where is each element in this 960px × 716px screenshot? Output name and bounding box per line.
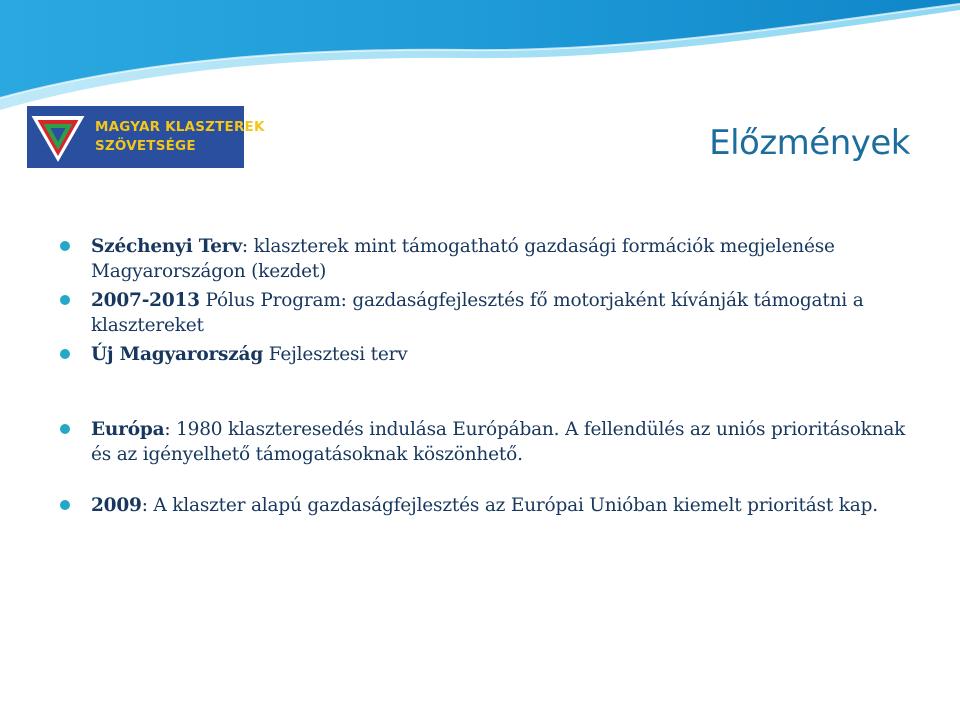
bullet-item [60, 288, 910, 338]
logo-text-line1: MAGYAR KLASZTEREK [95, 119, 265, 135]
bullet-bold: Új Magyarország [91, 344, 264, 365]
bullet-dot-icon [60, 500, 70, 510]
bullet-item [60, 417, 910, 467]
bullet-dot-icon [60, 241, 70, 251]
bullet-text: : A klaszter alapú gazdaságfejlesztés az Európai Unióban kiemelt prioritást kap. [141, 495, 878, 516]
logo-text-line2: SZÖVETSÉGE [95, 138, 196, 154]
bullet-bold: 2009 [91, 495, 142, 516]
bullet-bold: 2007-2013 [91, 290, 200, 311]
bullet-bold: Európa [91, 419, 165, 440]
bullet-text: : klaszterek mint támogatható gazdasági formációk megjelenése Magyarországon (kezdet) [91, 236, 835, 282]
header-wave-decoration [0, 0, 960, 120]
bullet-text: Fejlesztesi terv [263, 344, 408, 365]
bullet-item [60, 342, 910, 367]
page-title: Előzmények [709, 123, 910, 163]
logo [27, 106, 265, 168]
bullet-list [60, 234, 910, 518]
logo-text [89, 118, 265, 156]
bullet-text: Pólus Program: gazdaságfejlesztés fő motorjaként kívánják támogatni a klasztereket [91, 290, 864, 336]
bullet-dot-icon [60, 424, 70, 434]
bullet-dot-icon [60, 349, 70, 359]
bullet-text: : 1980 klaszteresedés indulása Európában. A fellendülés az uniós prioritásoknak és az igényelhető támogatásoknak köszönhető. [91, 419, 906, 465]
bullet-bold: Széchenyi Terv [91, 236, 242, 257]
bullet-item [60, 493, 910, 518]
bullet-item [60, 234, 910, 284]
bullet-dot-icon [60, 295, 70, 305]
triangle-logo-icon [27, 106, 89, 168]
